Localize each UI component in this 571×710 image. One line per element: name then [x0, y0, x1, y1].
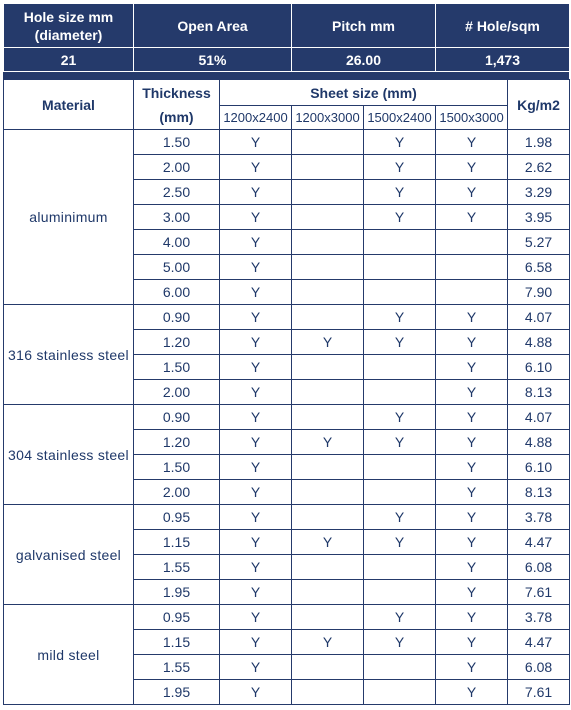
kg-per-m2-cell: 3.78 [508, 505, 570, 530]
size-1200x2400-cell: Y [220, 430, 292, 455]
size-1500x3000-cell [436, 230, 508, 255]
material-cell: 316 stainless steel [4, 305, 134, 405]
table-row [4, 405, 570, 430]
size-1200x2400-cell: Y [220, 605, 292, 630]
size-1500x2400-cell [364, 380, 436, 405]
size-1200x3000-header: 1200x3000 [292, 106, 364, 130]
size-1200x2400-cell: Y [220, 205, 292, 230]
size-1200x2400-cell: Y [220, 380, 292, 405]
size-1200x2400-header: 1200x2400 [220, 106, 292, 130]
size-1200x2400-cell: Y [220, 130, 292, 155]
thickness-cell: 4.00 [134, 230, 220, 255]
holes-per-sqm-value: 1,473 [436, 48, 570, 72]
size-1500x2400-cell: Y [364, 605, 436, 630]
size-1200x2400-cell: Y [220, 155, 292, 180]
size-1200x2400-cell: Y [220, 455, 292, 480]
size-1500x3000-header: 1500x3000 [436, 106, 508, 130]
size-1500x3000-cell: Y [436, 480, 508, 505]
size-1200x3000-cell [292, 180, 364, 205]
kg-per-m2-cell: 8.13 [508, 380, 570, 405]
material-cell: mild steel [4, 605, 134, 705]
thickness-cell: 3.00 [134, 205, 220, 230]
table-row [4, 505, 570, 530]
kg-per-m2-cell: 7.61 [508, 680, 570, 705]
material-cell: aluminimum [4, 130, 134, 305]
material-cell: 304 stainless steel [4, 405, 134, 505]
sheet-size-table [3, 79, 570, 705]
size-1200x2400-cell: Y [220, 405, 292, 430]
hole-size-value: 21 [4, 48, 134, 72]
material-cell: galvanised steel [4, 505, 134, 605]
size-1200x2400-cell: Y [220, 280, 292, 305]
kg-per-m2-cell: 7.90 [508, 280, 570, 305]
size-1200x3000-cell [292, 130, 364, 155]
thickness-unit-header: (mm) [134, 106, 220, 130]
size-1200x3000-cell [292, 355, 364, 380]
size-1200x3000-cell [292, 205, 364, 230]
size-1200x3000-cell [292, 155, 364, 180]
kg-per-m2-cell: 6.10 [508, 355, 570, 380]
size-1500x2400-cell [364, 480, 436, 505]
size-1200x3000-cell [292, 380, 364, 405]
size-1500x2400-cell: Y [364, 130, 436, 155]
hole-size-header: Hole size mm (diameter) [4, 4, 134, 48]
thickness-cell: 2.00 [134, 380, 220, 405]
open-area-value: 51% [134, 48, 292, 72]
size-1500x2400-cell [364, 255, 436, 280]
thickness-cell: 0.90 [134, 405, 220, 430]
thickness-cell: 1.95 [134, 680, 220, 705]
size-1500x3000-cell: Y [436, 630, 508, 655]
kg-per-m2-cell: 3.78 [508, 605, 570, 630]
thickness-cell: 1.50 [134, 455, 220, 480]
size-1500x2400-cell: Y [364, 530, 436, 555]
size-1500x3000-cell [436, 255, 508, 280]
thickness-cell: 1.95 [134, 580, 220, 605]
size-1200x3000-cell [292, 305, 364, 330]
kg-per-m2-cell: 4.88 [508, 430, 570, 455]
size-1500x3000-cell: Y [436, 155, 508, 180]
table-row [4, 305, 570, 330]
summary-value-row [4, 48, 570, 72]
size-1500x2400-cell [364, 555, 436, 580]
size-1200x3000-cell: Y [292, 430, 364, 455]
kg-per-m2-header: Kg/m2 [508, 80, 570, 130]
size-1500x3000-cell: Y [436, 355, 508, 380]
size-1500x3000-cell: Y [436, 180, 508, 205]
size-1200x2400-cell: Y [220, 580, 292, 605]
size-1500x3000-cell: Y [436, 405, 508, 430]
thickness-cell: 1.20 [134, 430, 220, 455]
size-1200x3000-cell [292, 555, 364, 580]
thickness-cell: 0.90 [134, 305, 220, 330]
thickness-cell: 1.20 [134, 330, 220, 355]
sheet-size-header: Sheet size (mm) [220, 80, 508, 106]
size-1200x3000-cell [292, 655, 364, 680]
kg-per-m2-cell: 4.07 [508, 405, 570, 430]
size-1500x3000-cell: Y [436, 680, 508, 705]
size-1500x2400-cell [364, 355, 436, 380]
size-1200x3000-cell [292, 605, 364, 630]
size-1200x2400-cell: Y [220, 505, 292, 530]
thickness-cell: 1.50 [134, 130, 220, 155]
size-1200x3000-cell [292, 230, 364, 255]
thickness-cell: 1.15 [134, 530, 220, 555]
size-1200x3000-cell: Y [292, 630, 364, 655]
size-1200x2400-cell: Y [220, 255, 292, 280]
kg-per-m2-cell: 3.29 [508, 180, 570, 205]
size-1200x3000-cell [292, 405, 364, 430]
size-1500x3000-cell [436, 280, 508, 305]
size-1500x3000-cell: Y [436, 530, 508, 555]
thickness-cell: 2.50 [134, 180, 220, 205]
kg-per-m2-cell: 4.07 [508, 305, 570, 330]
kg-per-m2-cell: 4.47 [508, 530, 570, 555]
size-1500x2400-cell: Y [364, 330, 436, 355]
size-1500x3000-cell: Y [436, 380, 508, 405]
size-1500x2400-cell: Y [364, 305, 436, 330]
thickness-cell: 5.00 [134, 255, 220, 280]
thickness-cell: 0.95 [134, 505, 220, 530]
size-1500x3000-cell: Y [436, 505, 508, 530]
thickness-cell: 1.55 [134, 655, 220, 680]
size-1200x3000-cell [292, 480, 364, 505]
spec-sheet [3, 3, 569, 705]
pitch-value: 26.00 [292, 48, 436, 72]
kg-per-m2-cell: 2.62 [508, 155, 570, 180]
size-1200x2400-cell: Y [220, 655, 292, 680]
size-1500x2400-cell: Y [364, 505, 436, 530]
size-1500x2400-cell [364, 680, 436, 705]
size-1200x3000-cell [292, 680, 364, 705]
size-1500x3000-cell: Y [436, 655, 508, 680]
kg-per-m2-cell: 6.58 [508, 255, 570, 280]
size-1500x2400-cell: Y [364, 630, 436, 655]
kg-per-m2-cell: 6.08 [508, 555, 570, 580]
size-1200x2400-cell: Y [220, 230, 292, 255]
table-row [4, 130, 570, 155]
header-row-1 [4, 80, 570, 106]
size-1500x2400-cell [364, 280, 436, 305]
size-1500x2400-cell: Y [364, 180, 436, 205]
pitch-header: Pitch mm [292, 4, 436, 48]
kg-per-m2-cell: 4.88 [508, 330, 570, 355]
open-area-header: Open Area [134, 4, 292, 48]
kg-per-m2-cell: 4.47 [508, 630, 570, 655]
size-1200x2400-cell: Y [220, 480, 292, 505]
size-1200x3000-cell [292, 255, 364, 280]
thickness-cell: 1.50 [134, 355, 220, 380]
thickness-header: Thickness [134, 80, 220, 106]
size-1500x3000-cell: Y [436, 305, 508, 330]
table-body [4, 130, 570, 705]
size-1500x3000-cell: Y [436, 205, 508, 230]
thickness-cell: 1.15 [134, 630, 220, 655]
size-1200x3000-cell [292, 280, 364, 305]
size-1200x2400-cell: Y [220, 355, 292, 380]
size-1500x2400-cell: Y [364, 205, 436, 230]
thickness-cell: 0.95 [134, 605, 220, 630]
size-1500x3000-cell: Y [436, 605, 508, 630]
thickness-cell: 6.00 [134, 280, 220, 305]
size-1500x2400-cell [364, 655, 436, 680]
thickness-cell: 2.00 [134, 480, 220, 505]
kg-per-m2-cell: 3.95 [508, 205, 570, 230]
size-1200x2400-cell: Y [220, 555, 292, 580]
kg-per-m2-cell: 1.98 [508, 130, 570, 155]
size-1200x3000-cell [292, 580, 364, 605]
size-1500x3000-cell: Y [436, 555, 508, 580]
size-1200x2400-cell: Y [220, 330, 292, 355]
size-1500x2400-cell: Y [364, 155, 436, 180]
size-1500x2400-cell [364, 230, 436, 255]
size-1200x2400-cell: Y [220, 530, 292, 555]
size-1500x2400-cell: Y [364, 430, 436, 455]
size-1500x3000-cell: Y [436, 130, 508, 155]
size-1200x2400-cell: Y [220, 305, 292, 330]
kg-per-m2-cell: 6.10 [508, 455, 570, 480]
holes-per-sqm-header: # Hole/sqm [436, 4, 570, 48]
size-1200x3000-cell: Y [292, 530, 364, 555]
table-row [4, 605, 570, 630]
size-1500x2400-header: 1500x2400 [364, 106, 436, 130]
size-1200x3000-cell: Y [292, 330, 364, 355]
size-1200x3000-cell [292, 455, 364, 480]
size-1200x2400-cell: Y [220, 180, 292, 205]
size-1500x2400-cell [364, 580, 436, 605]
material-header: Material [4, 80, 134, 130]
size-1500x3000-cell: Y [436, 580, 508, 605]
kg-per-m2-cell: 6.08 [508, 655, 570, 680]
summary-header-row [4, 4, 570, 48]
size-1200x2400-cell: Y [220, 680, 292, 705]
size-1200x3000-cell [292, 505, 364, 530]
size-1500x3000-cell: Y [436, 330, 508, 355]
size-1500x3000-cell: Y [436, 430, 508, 455]
kg-per-m2-cell: 7.61 [508, 580, 570, 605]
thickness-cell: 1.55 [134, 555, 220, 580]
thickness-cell: 2.00 [134, 155, 220, 180]
size-1500x2400-cell: Y [364, 405, 436, 430]
summary-table [3, 3, 570, 72]
divider-bar [3, 72, 569, 79]
kg-per-m2-cell: 5.27 [508, 230, 570, 255]
size-1500x3000-cell: Y [436, 455, 508, 480]
size-1200x2400-cell: Y [220, 630, 292, 655]
size-1500x2400-cell [364, 455, 436, 480]
kg-per-m2-cell: 8.13 [508, 480, 570, 505]
